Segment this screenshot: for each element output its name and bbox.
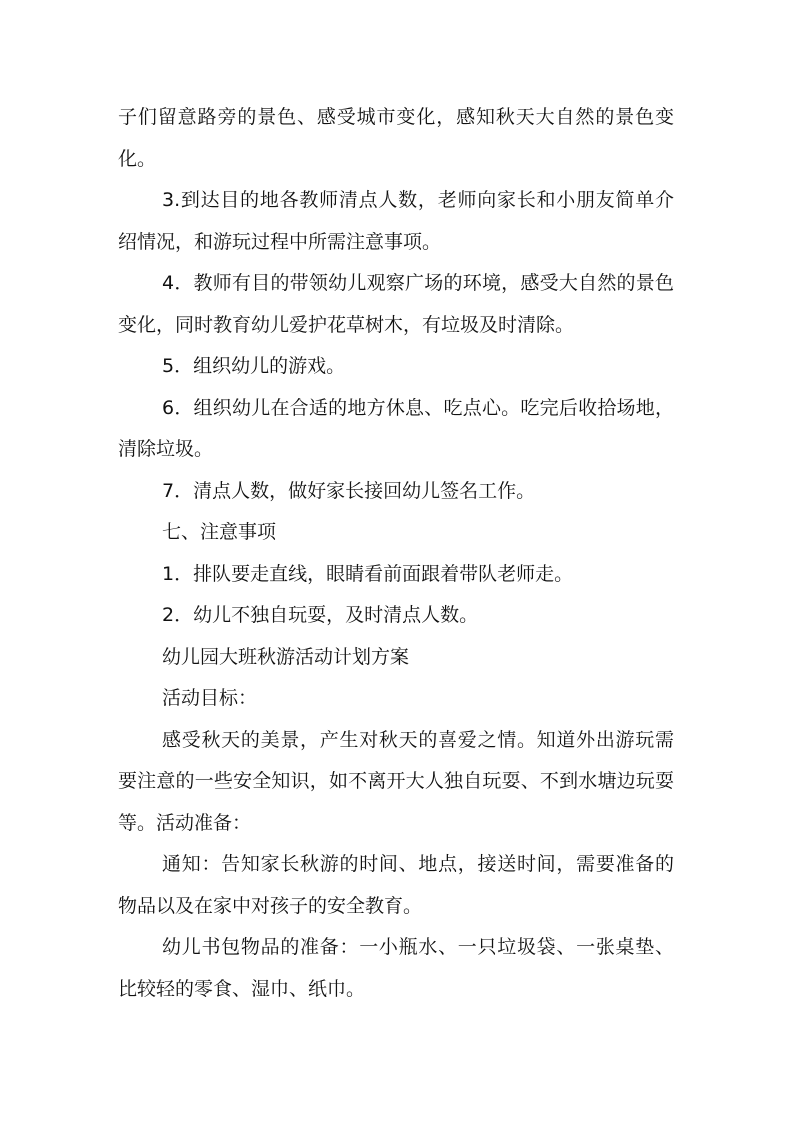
paragraph-step-4: 4．教师有目的带领幼儿观察广场的环境，感受大自然的景色变化，同时教育幼儿爱护花草树木，有垃圾及时清除。 [118,272,674,336]
paragraph-goals: 感受秋天的美景，产生对秋天的喜爱之情。知道外出游玩需要注意的一些安全知识，如不离开大人独自玩耍、不到水塘边玩耍等。活动准备： [118,728,674,834]
paragraph-step-6: 6．组织幼儿在合适的地方休息、吃点心。吃完后收拾场地，清除垃圾。 [118,396,674,460]
section-heading-notes: 七、注意事项 [162,521,277,543]
document-body [118,97,674,1010]
paragraph-step-7: 7．清点人数，做好家长接回幼儿签名工作。 [162,479,536,502]
paragraph-backpack: 幼儿书包物品的准备：一小瓶水、一只垃圾袋、一张桌垫、比较轻的零食、湿巾、纸巾。 [118,936,674,1000]
paragraph-continuation: 子们留意路旁的景色、感受城市变化，感知秋天大自然的景色变化。 [118,106,674,170]
paragraph-step-3: 3.到达目的地各教师清点人数，老师向家长和小朋友简单介绍情况，和游玩过程中所需注意事项。 [118,189,674,253]
paragraph-step-5: 5．组织幼儿的游戏。 [162,355,346,377]
document-title: 幼儿园大班秋游活动计划方案 [162,645,410,668]
paragraph-note-1: 1．排队要走直线，眼睛看前面跟着带队老师走。 [162,562,574,585]
paragraph-notice: 通知：告知家长秋游的时间、地点，接送时间，需要准备的物品以及在家中对孩子的安全教育。 [118,853,674,917]
section-heading-goals: 活动目标： [162,687,258,709]
paragraph-note-2: 2．幼儿不独自玩耍，及时清点人数。 [162,604,479,626]
